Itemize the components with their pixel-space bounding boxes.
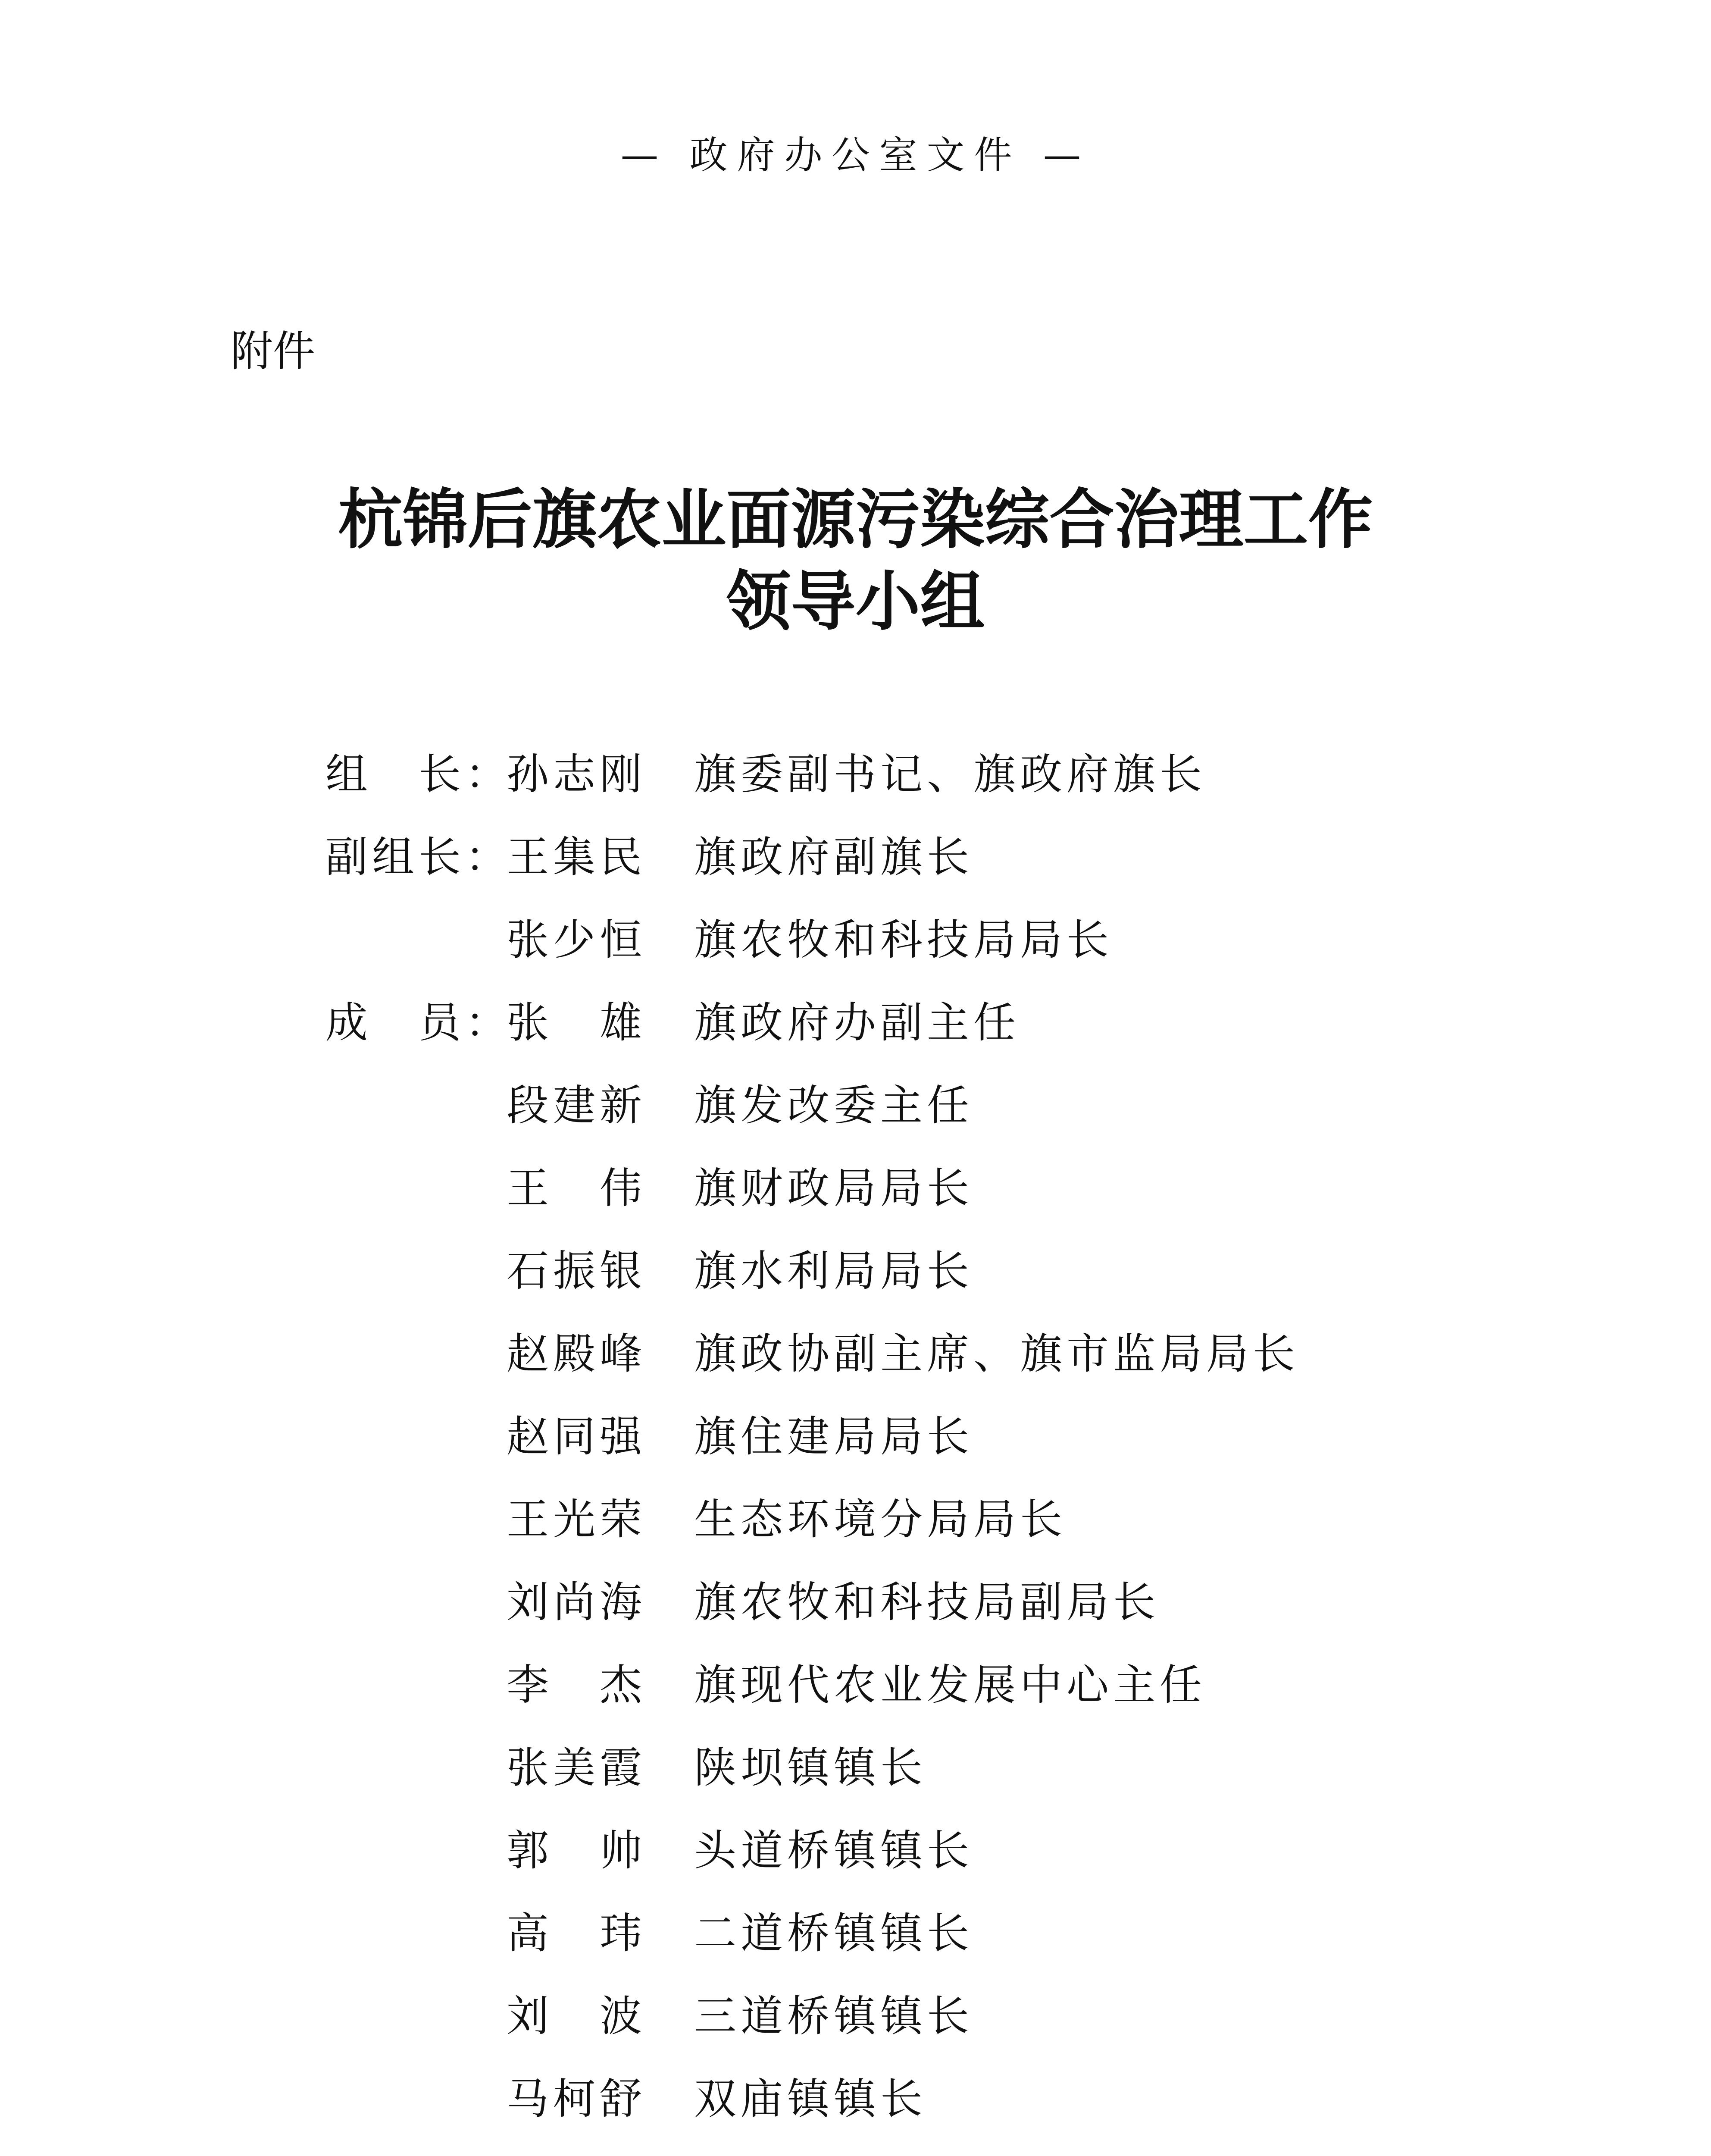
- roster-duty: 双庙镇镇长: [694, 2075, 927, 2124]
- roster-duty: 旗财政局局长: [694, 1164, 974, 1213]
- roster-name: 张少恒: [507, 915, 647, 965]
- roster-duty: 生态环境分局局长: [694, 1495, 1067, 1544]
- roster-role: 副组长：: [325, 833, 512, 882]
- roster-name: 赵同强: [507, 1412, 647, 1461]
- roster-name: 石振银: [507, 1247, 647, 1296]
- roster-name: 王 伟: [507, 1164, 647, 1213]
- roster-name: 张 雄: [507, 998, 647, 1047]
- document-title-line-1: 杭锦后旗农业面源污染综合治理工作: [338, 482, 1373, 558]
- roster-duty: 旗农牧和科技局局长: [694, 915, 1114, 965]
- roster-name: 刘 波: [507, 1992, 647, 2041]
- roster-duty: 旗政府副旗长: [694, 833, 974, 882]
- document-title-line-2: 领导小组: [726, 564, 985, 639]
- roster-duty: 旗政协副主席、旗市监局局长: [694, 1329, 1300, 1379]
- roster-name: 段建新: [507, 1081, 647, 1130]
- roster-duty: 旗住建局局长: [694, 1412, 974, 1461]
- roster-duty: 陕坝镇镇长: [694, 1743, 927, 1792]
- attachment-label: 附件: [231, 327, 316, 376]
- roster-name: 高 玮: [507, 1909, 647, 1958]
- roster-duty: 二道桥镇镇长: [694, 1909, 974, 1958]
- roster-duty: 旗现代农业发展中心主任: [694, 1661, 1207, 1710]
- roster-duty: 旗农牧和科技局副局长: [694, 1578, 1160, 1627]
- roster-name: 赵殿峰: [507, 1329, 647, 1379]
- roster-duty: 旗水利局局长: [694, 1247, 974, 1296]
- roster-name: 王集民: [507, 833, 647, 882]
- roster-name: 李 杰: [507, 1661, 647, 1710]
- document-header: — 政府办公室文件 —: [620, 133, 1091, 177]
- roster-duty: 三道桥镇镇长: [694, 1992, 974, 2041]
- roster-name: 郭 帅: [507, 1826, 647, 1875]
- roster-role: 组 长：: [325, 750, 512, 799]
- roster-duty: 旗发改委主任: [694, 1081, 974, 1130]
- roster-name: 王光荣: [507, 1495, 647, 1544]
- roster-name: 马柯舒: [507, 2075, 647, 2124]
- roster-role: 成 员：: [325, 998, 512, 1047]
- roster-name: 张美霞: [507, 1743, 647, 1792]
- roster-duty: 头道桥镇镇长: [694, 1826, 974, 1875]
- roster-name: 刘尚海: [507, 1578, 647, 1627]
- roster-duty: 旗政府办副主任: [694, 998, 1020, 1047]
- roster-duty: 旗委副书记、旗政府旗长: [694, 750, 1207, 799]
- roster-name: 孙志刚: [507, 750, 647, 799]
